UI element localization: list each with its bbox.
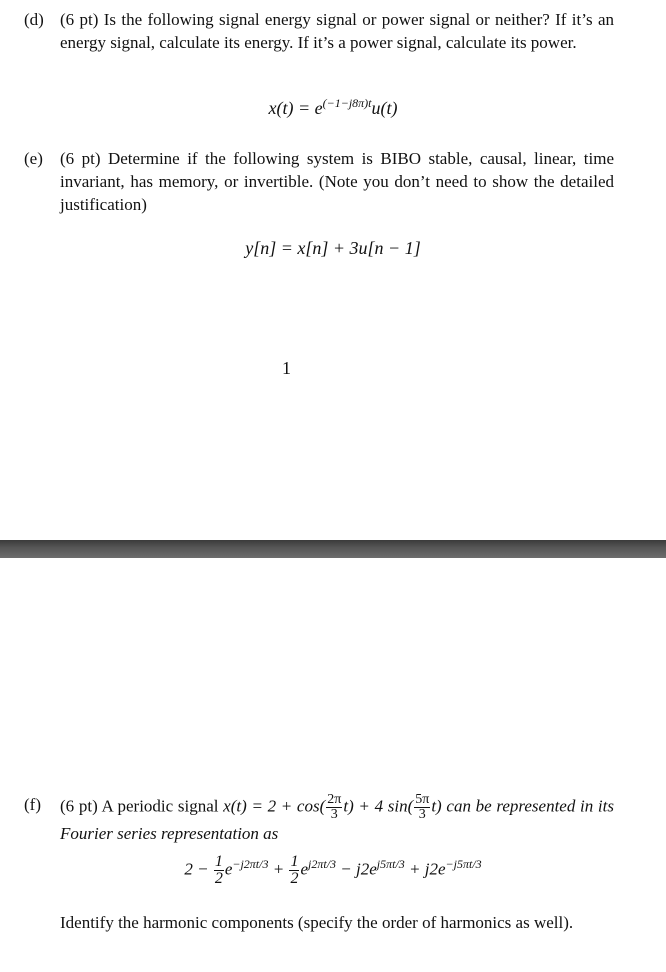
problem-f-question-text: Identify the harmonic components (specify the order of harmonics as well).	[60, 913, 574, 932]
f-frac-1-num: 2π	[327, 792, 342, 807]
series-half-2	[289, 854, 299, 887]
f-text-before: (6 pt) A periodic signal	[60, 796, 224, 816]
series-exp3: j5πt/3	[376, 856, 405, 871]
eq-d-exponent: (−1−j8π)t	[322, 96, 372, 110]
series-plus: +	[272, 859, 285, 879]
eq-d-lhs: x(t) = e	[268, 98, 323, 118]
f-text-after: t) can be represented in its Fourier series representation as	[60, 796, 614, 843]
series-half-2-num: 1	[290, 853, 299, 870]
problem-f-label: (f)	[24, 795, 41, 814]
problem-e-text: (6 pt) Determine if the following system is BIBO stable, causal, linear, time invariant, has memory, or invertible. (Note you don’t need to show the detailed justification)	[60, 149, 614, 214]
f-frac-1-den: 3	[330, 807, 338, 822]
f-frac-2-den: 3	[418, 807, 426, 822]
problem-d-label: (d)	[24, 10, 44, 29]
eq-d-rhs: u(t)	[371, 98, 398, 118]
series-half-1-den: 2	[214, 870, 223, 887]
series-exp1-base: e	[224, 859, 233, 879]
series-term3: − j2e	[340, 859, 377, 879]
problem-d-text: (6 pt) Is the following signal energy signal or power signal or neither? If it’s an energy signal, calculate its energy. If it’s a power signal, calculate its power.	[60, 10, 614, 52]
series-term4: + j2e	[409, 859, 446, 879]
series-exp1: −j2πt/3	[232, 856, 269, 871]
series-half-1	[214, 854, 224, 887]
page-separator	[0, 540, 666, 558]
problem-e-equation: y[n] = x[n] + 3u[n − 1]	[245, 238, 421, 258]
f-signal: x(t) = 2 + cos(	[223, 796, 326, 816]
series-exp2-base: e	[300, 859, 309, 879]
series-half-2-den: 2	[290, 870, 299, 887]
problem-f	[24, 793, 614, 845]
page-number: 1	[282, 358, 291, 378]
f-mid: t) + 4 sin(	[343, 796, 414, 816]
f-frac-2	[414, 793, 430, 822]
page-2	[0, 558, 666, 972]
problem-f-question	[24, 911, 614, 934]
problem-d-equation	[0, 96, 666, 119]
f-frac-2-num: 5π	[415, 792, 430, 807]
series-half-1-num: 1	[214, 853, 223, 870]
problem-f-text	[60, 793, 614, 845]
problem-e	[24, 147, 614, 216]
problem-d	[24, 8, 614, 54]
series-term0: 2 −	[184, 859, 209, 879]
series-exp4: −j5πt/3	[445, 856, 482, 871]
problem-f-series	[0, 854, 666, 887]
problem-e-label: (e)	[24, 149, 43, 168]
series-exp2: j2πt/3	[308, 856, 337, 871]
f-frac-1	[326, 793, 342, 822]
